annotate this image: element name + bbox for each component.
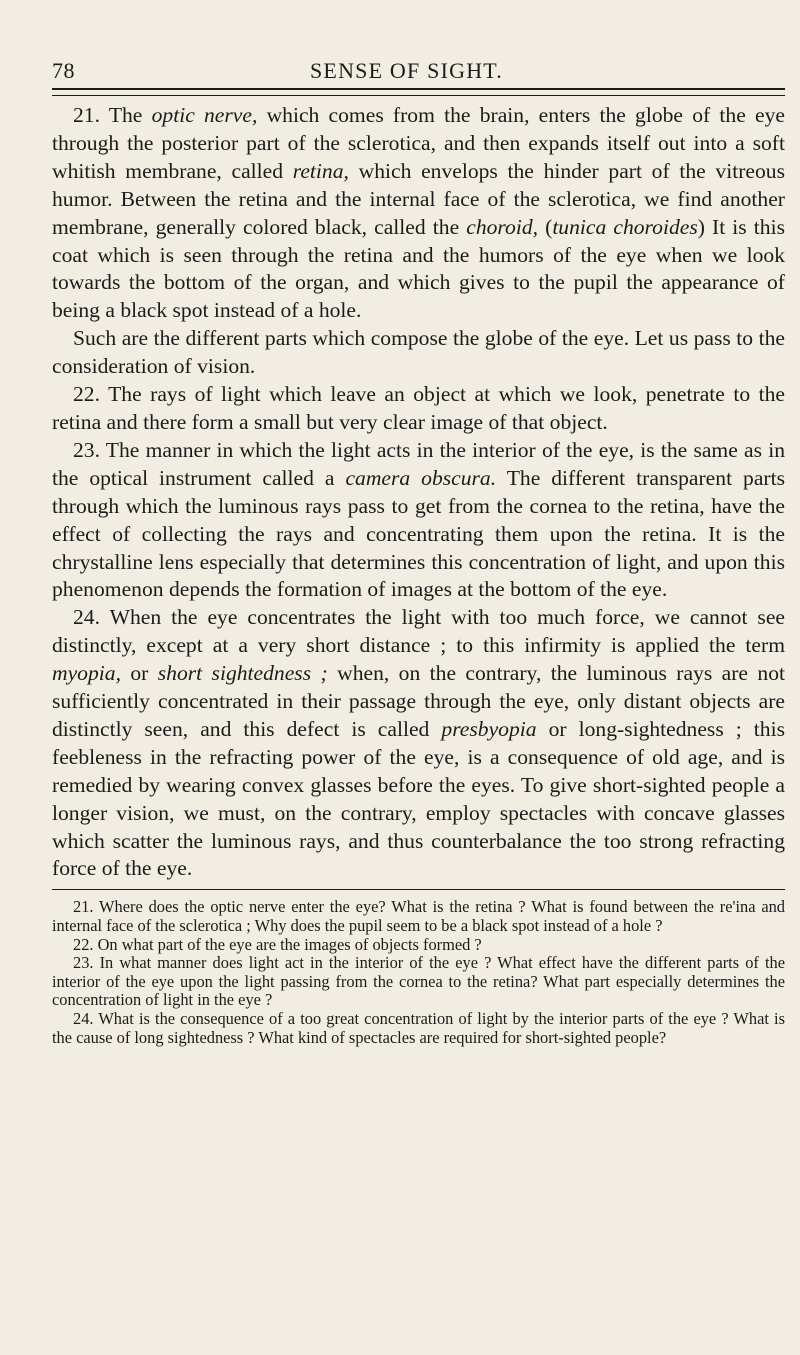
paragraph — [52, 325, 785, 381]
italic-term: choroid, — [466, 214, 539, 239]
paragraph — [52, 381, 785, 437]
review-questions — [52, 898, 785, 1047]
text-run: 21. The — [73, 103, 152, 127]
italic-term: presbyopia — [441, 716, 537, 741]
text-run: 24. When the eye concentrates the light with too much force, we cannot see distinctly, except at a very short distance ; to this infirmity is applied the term — [52, 605, 785, 658]
question-23: 23. In what manner does light act in the interior of the eye ? What effect have the different parts of the interior of the eye upon the light passing from the cornea to the retina? What part especially determines the concentration of light in the eye ? — [52, 953, 785, 1010]
text-run: 23. The manner in which the light acts in the interior of the eye, is the same as in the optical instrument called a — [52, 437, 785, 490]
text-run: The different transparent parts through which the luminous rays pass to get from the cornea to the retina, have the effect of collecting the rays and concentrating them upon the retina. It is the chrystalline lens especially that determines this concentration of light, and upon this phenomenon depends the formation of images at the bottom of the eye. — [52, 465, 785, 602]
text-run: ) It is this coat which is seen through the retina and the humors of the eye when we look towards the bottom of the organ, and which gives to the pupil the appearance of being a black spot instead of a hole. — [52, 214, 786, 323]
text-run: which envelops the hinder part of the vitreous humor. Between the retina and the internal face of the sclerotica, we find another membrane, generally colored black, called the — [52, 158, 785, 239]
italic-term: retina, — [292, 158, 349, 183]
book-page — [52, 58, 785, 1047]
question-21: 21. Where does the optic nerve enter the eye? What is the retina ? What is found between the re'ina and internal face of the sclerotica ; Why does the pupil seem to be a black spot instead of a hole ? — [52, 897, 785, 935]
text-run: ( — [538, 214, 553, 239]
text-run: or long-sightedness ; this feebleness in the refracting power of the eye, is a consequence of old age, and is remedied by wearing convex glasses before the eyes. To give short-sighted people a longer vision, we must, on the contrary, employ spectacles with concave glasses which scatter the luminous rays, and thus counterbalance the too strong refracting force of the eye. — [52, 716, 785, 881]
page-number: 78 — [52, 58, 75, 83]
paragraph — [52, 604, 785, 883]
running-title: SENSE OF SIGHT. — [310, 58, 504, 83]
italic-term: camera obscura. — [345, 465, 497, 490]
header-rule — [52, 88, 785, 96]
text-run: when, on the contrary, the luminous rays are not sufficiently concentrated in their passage through the eye, only distant objects are distinctly seen, and this defect is called — [52, 661, 786, 741]
italic-term: short sightedness ; — [157, 661, 328, 686]
text-run: 22. The rays of light which leave an object at which we look, penetrate to the retina and there form a small but very clear image of that object. — [52, 382, 785, 434]
italic-term: tunica choroides — [552, 214, 698, 239]
question-22: 22. On what part of the eye are the images of objects formed ? — [73, 934, 482, 954]
italic-term: myopia, — [52, 661, 121, 686]
page-header — [52, 58, 785, 86]
main-text — [52, 102, 785, 883]
questions-separator — [52, 889, 785, 890]
paragraph — [52, 437, 785, 604]
text-run: or — [120, 661, 158, 686]
italic-term: optic nerve, — [151, 103, 258, 127]
text-run: Such are the different parts which compose the globe of the eye. Let us pass to the consideration of vision. — [52, 326, 785, 379]
paragraph — [52, 102, 785, 325]
question-24: 24. What is the consequence of a too great concentration of light by the interior parts of the eye ? What is the cause of long sightedness ? What kind of spectacles are required for short-sighted people? — [52, 1008, 785, 1047]
text-run: which comes from the brain, enters the globe of the eye through the posterior part of the sclerotica, and then expands itself out into a soft whitish membrane, called — [52, 103, 785, 183]
